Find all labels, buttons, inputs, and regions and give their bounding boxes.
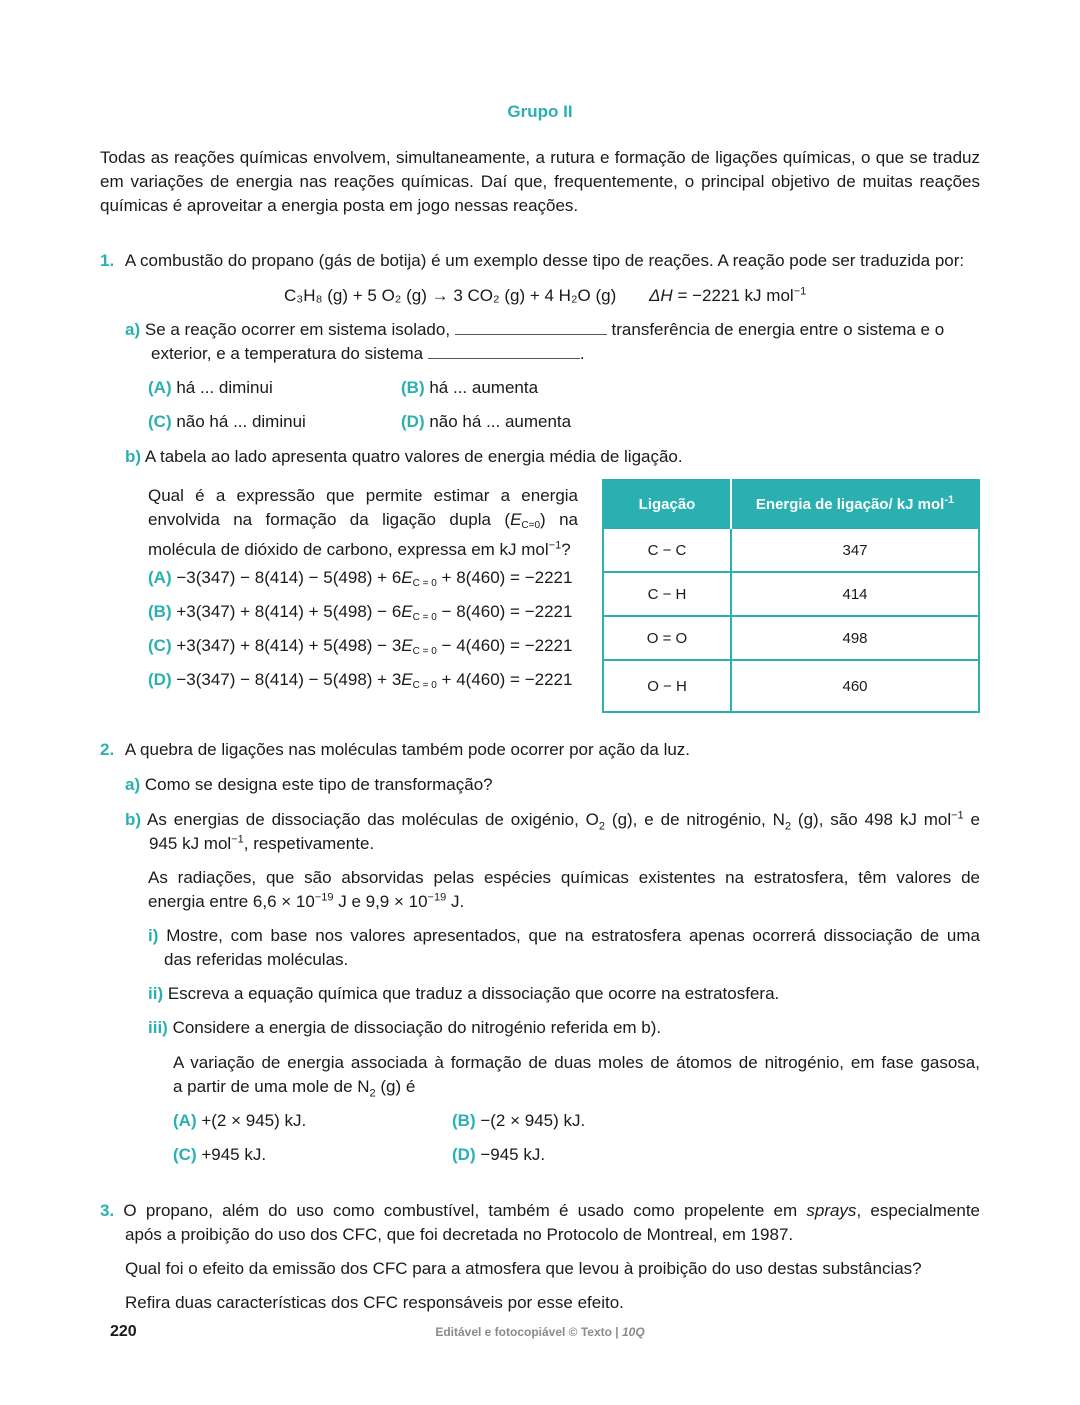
- question-1a: a) Se a reação ocorrer em sistema isolado, transferência de energia entre o sistema e o: [125, 320, 945, 339]
- table-row: O − H 460: [603, 660, 979, 712]
- question-2: 2. A quebra de ligações nas moléculas também pode ocorrer por ação da luz.: [100, 740, 691, 759]
- option-a[interactable]: (A) há ... diminui: [148, 378, 273, 397]
- column-header-energy: Energia de ligação/ kJ mol$^{-1}$: [731, 480, 979, 528]
- question-2b-ii: ii) Escreva a equação química que traduz a dissociação que ocorre na estratosfera.: [148, 984, 780, 1003]
- option-a[interactable]: (A) −3(347) − 8(414) − 5(498) + 6EC = 0 + 8(460) = −2221: [148, 568, 573, 589]
- option-b[interactable]: (B) há ... aumenta: [401, 378, 539, 397]
- option-a[interactable]: (A) +(2 × 945) kJ.: [173, 1111, 307, 1130]
- column-header-bond: Ligação: [603, 480, 731, 528]
- option-b[interactable]: (B) −(2 × 945) kJ.: [452, 1111, 586, 1130]
- table-row: C − C 347: [603, 528, 979, 572]
- question-2b-context: As radiações, que são absorvidas pelas espécies químicas existentes na estratosfera, têm valores de energia entre $6,6 \times 10^{-19}$ J e $9,9 \times 10^{-19}$ J.: [148, 868, 980, 911]
- question-1: [100, 250, 964, 272]
- page-number: 220: [110, 1323, 137, 1340]
- option-c[interactable]: (C) +3(347) + 8(414) + 5(498) − 3EC = 0 − 4(460) = −2221: [148, 636, 573, 657]
- option-d[interactable]: (D) não há ... aumenta: [401, 412, 572, 431]
- table-header-row: [603, 480, 979, 528]
- delta-h-symbol: ΔH: [649, 286, 673, 305]
- question-text: A combustão do propano (gás de botija) é um exemplo desse tipo de reações. A reação pode ser traduzida por:: [124, 251, 965, 270]
- question-3-prompt-2: Refira duas características dos CFC responsáveis por esse efeito.: [125, 1293, 624, 1312]
- option-b[interactable]: (B) +3(347) + 8(414) + 5(498) − 6EC = 0 − 8(460) = −2221: [148, 602, 573, 623]
- question-2a: a) Como se designa este tipo de transformação?: [125, 775, 493, 794]
- question-2b-iii: iii) Considere a energia de dissociação do nitrogénio referida em b).: [148, 1018, 662, 1037]
- equation-reaction: C₃H₈ (g) + 5 O₂ (g) → 3 CO₂ (g) + 4 H₂O (g): [284, 286, 617, 305]
- intro-paragraph: Todas as reações químicas envolvem, simultaneamente, a rutura e formação de ligações químicas, o que se traduz em variações de energia nas reações químicas. Daí que, frequentemente, o principal objetivo de muitas reações químicas é aproveitar a energia posta em jogo nessas reações.: [100, 148, 980, 215]
- question-2b: b) As energias de dissociação das moléculas de oxigénio, $O_2$ (g), e de nitrogénio, $N_2$ (g), são 498 kJ mol$^{-1}$ e 945 kJ mol$^{-1}$, respetivamente.: [125, 809, 980, 853]
- footer-credit: Editável e fotocopiável © Texto | 10Q: [435, 1325, 645, 1339]
- table-row: C − H 414: [603, 572, 979, 616]
- bond-energy-table: [602, 479, 980, 713]
- option-d[interactable]: (D) −3(347) − 8(414) − 5(498) + 3EC = 0 + 4(460) = −2221: [148, 670, 573, 691]
- question-3-prompt-1: Qual foi o efeito da emissão dos CFC para a atmosfera que levou à proibição do uso destas substâncias?: [125, 1259, 922, 1278]
- chemical-equation: C₃H₈ (g) + 5 O₂ (g) → 3 CO₂ (g) + 4 H₂O (g) ΔH = −2221 kJ mol$^{-1}$: [284, 285, 807, 305]
- option-c[interactable]: (C) +945 kJ.: [173, 1145, 267, 1164]
- question-1b-stem: Qual é a expressão que permite estimar a energia envolvida na formação da ligação dupla (EC=0) na molécula de dióxido de carbono, expressa em kJ mol$^{-1}$?: [148, 486, 579, 559]
- question-2b-i: i) Mostre, com base nos valores apresentados, que na estratosfera apenas ocorrerá dissociação de uma das referidas moléculas.: [148, 926, 980, 969]
- option-d[interactable]: (D) −945 kJ.: [452, 1145, 546, 1164]
- delta-h-value: = −2221 kJ mol: [677, 286, 794, 305]
- question-1b: b) A tabela ao lado apresenta quatro valores de energia média de ligação.: [125, 447, 683, 466]
- table-row: O = O 498: [603, 616, 979, 660]
- fill-blank-1[interactable]: [455, 320, 607, 335]
- question-3: 3. O propano, além do uso como combustível, também é usado como propelente em sprays, especialmente após a proibição do uso dos CFC, que foi decretada no Protocolo de Montreal, em 1987.: [100, 1201, 980, 1244]
- question-2b-iii-stem: A variação de energia associada à formação de duas moles de átomos de nitrogénio, em fase gasosa, a partir de uma mole de $N_2$ (g) é: [173, 1053, 980, 1100]
- group-title: Grupo II: [507, 102, 573, 121]
- question-number: 1.: [100, 251, 115, 270]
- option-c[interactable]: (C) não há ... diminui: [148, 412, 306, 431]
- fill-blank-2[interactable]: [428, 344, 580, 359]
